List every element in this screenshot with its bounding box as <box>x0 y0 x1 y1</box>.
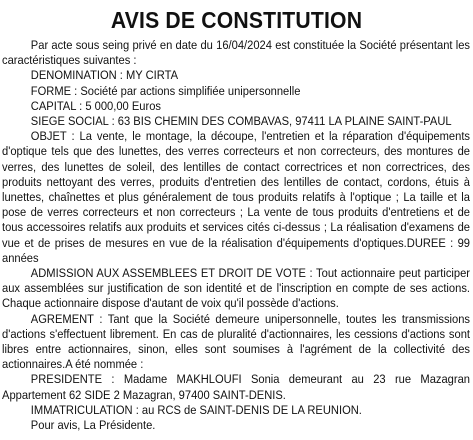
presidente-paragraph: PRESIDENTE : Madame MAKHLOUFI Sonia demeurant au 23 rue Mazagran Appartement 62 SIDE 2 Mazagran, 97400 SAINT-DENIS. <box>2 372 471 402</box>
intro-paragraph: Par acte sous seing privé en date du 16/04/2024 est constituée la Société présentant les caractéristiques suivantes : <box>2 38 471 68</box>
notice-title: AVIS DE CONSTITUTION <box>110 7 363 33</box>
signature-line: Pour avis, La Présidente. <box>30 418 156 433</box>
admission-paragraph: ADMISSION AUX ASSEMBLEES ET DROIT DE VOTE : Tout actionnaire peut participer aux assemblées sur justification de son identité et de l'inscription en compte de ses actions. Chaque actionnaire dispose d'autant de voix qu'il possède d'actions. <box>2 266 471 311</box>
siege-social-line: SIEGE SOCIAL : 63 BIS CHEMIN DES COMBAVAS, 97411 LA PLAINE SAINT-PAUL <box>30 114 452 129</box>
denomination-line: DENOMINATION : MY CIRTA <box>30 68 179 83</box>
forme-line: FORME : Société par actions simplifiée unipersonnelle <box>30 83 301 98</box>
notice-body <box>2 38 470 433</box>
objet-paragraph: OBJET : La vente, le montage, la découpe, l'entretien et la réparation d'équipements d'optique tels que des lunettes, des verres correcteurs et non correcteurs, des montures de verres, des lunettes de soleil, des lentilles de contact correctrices et non correctrices, des produits nettoyant des verres, produits d'entretien des lentilles de contact, cordons, étuis à lunettes, chaînettes et plus généralement de tous produits relatifs à l'optique ; La taille et la pose de verres correcteurs et non correcteurs ; La vente de tous produits d'entretiens et de tous accessoires relatifs aux produits et services cités ci-dessus ; La réalisation d'examens de vue et de prises de mesures en vue de la réalisation d'équipements d'optiques.DUREE : 99 années <box>2 129 471 265</box>
immatriculation-line: IMMATRICULATION : au RCS de SAINT-DENIS DE LA REUNION. <box>30 402 362 417</box>
agrement-paragraph: AGREMENT : Tant que la Société demeure unipersonnelle, toutes les transmissions d'actions s'effectuent librement. En cas de pluralité d'actionnaires, les cessions d'actions sont libres entre actionnaires, sinon, elles sont soumises à l'agrément de la collectivité des actionnaires.A été nommée : <box>2 311 471 372</box>
capital-line: CAPITAL : 5 000,00 Euros <box>30 98 161 113</box>
